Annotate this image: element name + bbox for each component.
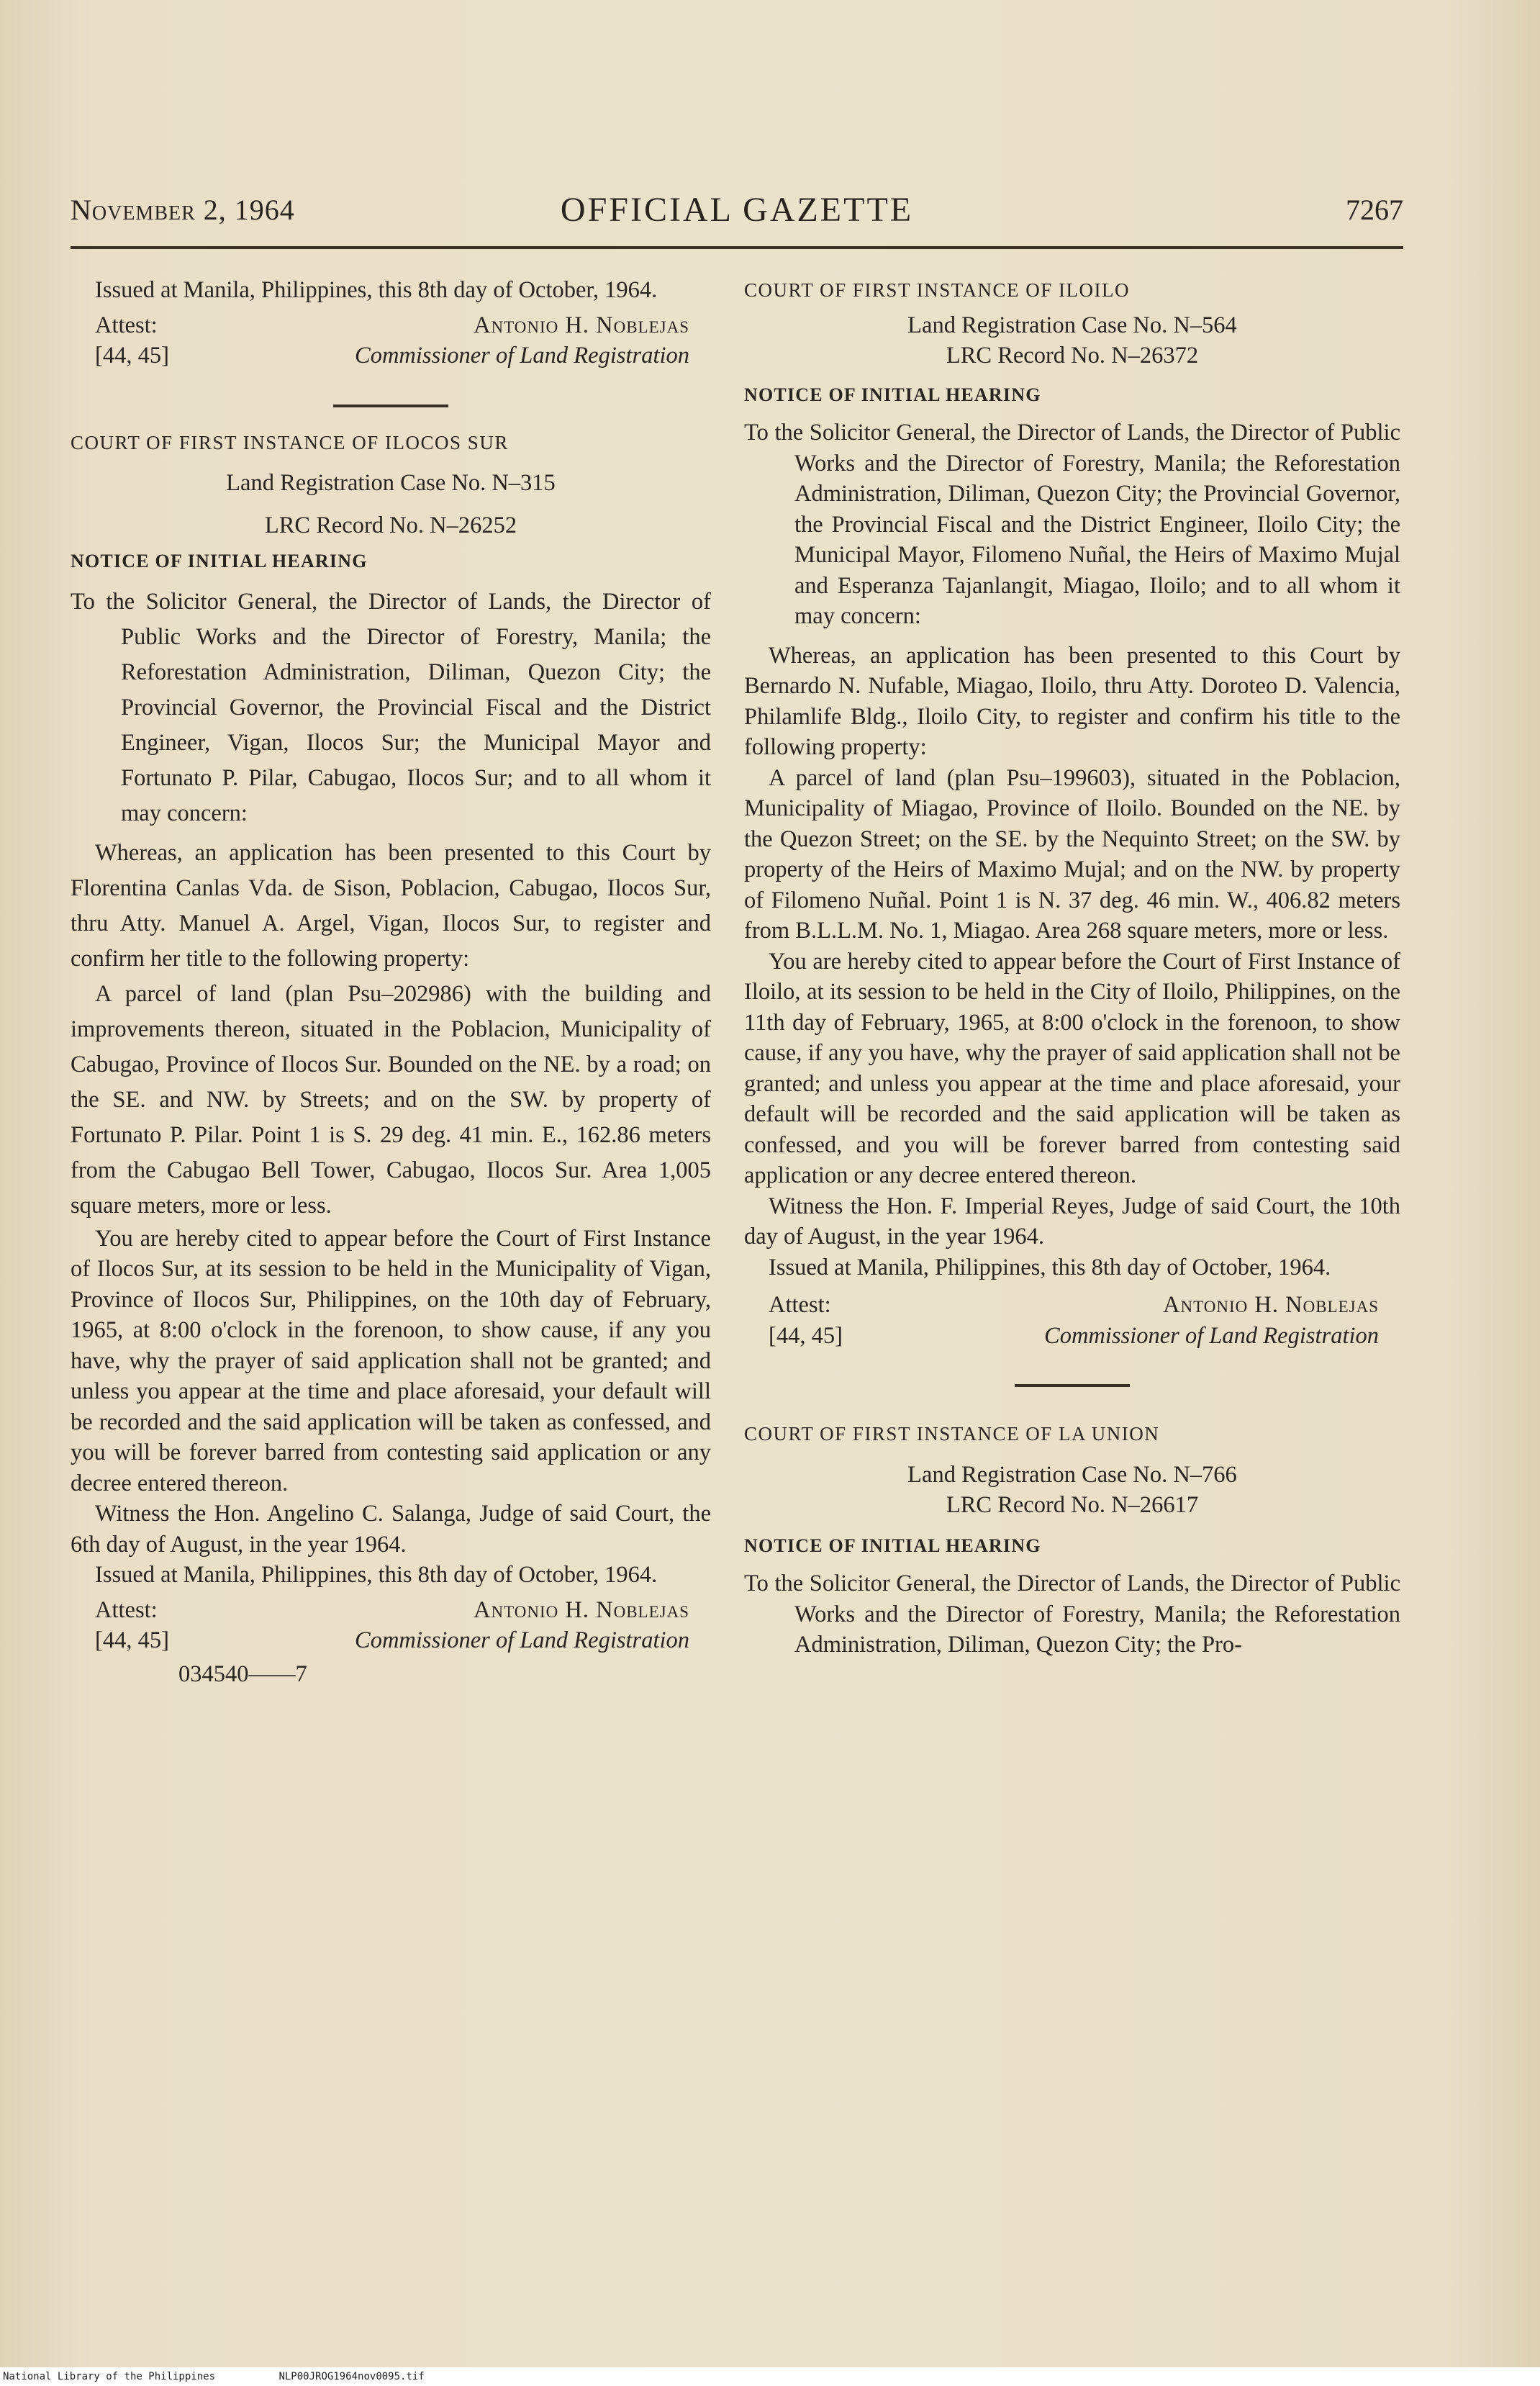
case-number: Land Registration Case No. N–766 <box>907 1461 1237 1488</box>
running-head <box>71 193 1403 236</box>
record-number: LRC Record No. N–26372 <box>946 343 1199 369</box>
notice-title: NOTICE OF INITIAL HEARING <box>71 551 368 571</box>
record-number: LRC Record No. N–26252 <box>264 512 517 538</box>
citation-paragraph: You are hereby cited to appear before the Court of First Instance of Ilocos Sur, at its session to be held in the Municipality of Vigan, Province of Ilocos Sur, Philippines, on the 10th day of February, 1965, at 8:00 o'clock in the forenoon, to show cause, if any you have, why the prayer of said application shall not be granted; and unless you appear at the time and place aforesaid, your default will be recorded and the said application will be taken as confessed, and you will be forever barred from contesting said application or any decree entered thereon. <box>71 1225 711 1496</box>
attest-refs: [44, 45] <box>95 343 169 369</box>
notice2-attest <box>744 1290 1400 1351</box>
section-divider <box>1015 1384 1130 1387</box>
addressees: To the Solicitor General, the Director of Lands, the Director of Public Works and the Director of Forestry, Manila; the Reforestation Administration, Diliman, Quezon City; the Provincial Governor, the Provincial Fiscal and the District Engineer, Vigan, Ilocos Sur; the Municipal Mayor and Fortunato P. Pilar, Cabugao, Ilocos Sur; and to all whom it may concern: <box>71 588 711 826</box>
witness-paragraph: Witness the Hon. F. Imperial Reyes, Judge of said Court, the 10th day of August, in the year 1964. <box>744 1193 1400 1250</box>
top-attest <box>71 310 711 371</box>
parcel-paragraph: A parcel of land (plan Psu–199603), situated in the Poblacion, Municipality of Miagao, Province of Iloilo. Bounded on the NE. by the Quezon Street; on the SE. by the Nequinto Street; on the SW. by property of the Heirs of Maximo Mujal; and on the NW. by property of Filomeno Nuñal. Point 1 is N. 37 deg. 46 min. W., 406.82 meters from B.L.L.M. No. 1, Miagao. Area 268 square meters, more or less. <box>744 764 1400 944</box>
print-code: 034540——7 <box>178 1660 307 1687</box>
record-number: LRC Record No. N–26617 <box>946 1492 1199 1518</box>
notice-title: NOTICE OF INITIAL HEARING <box>744 1535 1041 1556</box>
citation-paragraph: You are hereby cited to appear before the Court of First Instance of Iloilo, at its session to be held in the City of Iloilo, Philippines, on the 11th day of February, 1965, at 8:00 o'clock in the forenoon, to show cause, if any you have, why the prayer of said application shall not be granted; and unless you appear at the time and place aforesaid, your default will be recorded and the said application will be taken as confessed, and you will be forever barred from contesting said application or any decree entered thereon. <box>744 948 1400 1188</box>
witness-paragraph: Witness the Hon. Angelino C. Salanga, Judge of said Court, the 6th day of August, in the year 1964. <box>71 1501 711 1558</box>
left-column <box>71 275 711 1689</box>
header-rule <box>71 246 1403 249</box>
notice1-attest <box>71 1595 711 1656</box>
right-column <box>744 275 1400 1660</box>
case-number: Land Registration Case No. N–564 <box>907 312 1237 338</box>
court-heading: COURT OF FIRST INSTANCE OF ILOILO <box>744 279 1131 301</box>
scan-filename: NLP00JROG1964nov0095.tif <box>278 2371 425 2382</box>
section-divider <box>333 405 448 407</box>
issued-paragraph: Issued at Manila, Philippines, this 8th day of October, 1964. <box>95 1562 658 1588</box>
court-heading: COURT OF FIRST INSTANCE OF ILOCOS SUR <box>71 431 509 453</box>
notice-title: NOTICE OF INITIAL HEARING <box>744 384 1041 405</box>
case-number: Land Registration Case No. N–315 <box>226 470 556 496</box>
attest-title: Commissioner of Land Registration <box>1044 1322 1379 1349</box>
attest-name: Antonio H. Noblejas <box>474 1596 689 1623</box>
whereas-paragraph: Whereas, an application has been presented to this Court by Bernardo N. Nufable, Miagao, Iloilo, thru Atty. Doroteo D. Valencia, Philamlife Bldg., Iloilo City, to register and confirm his title to the following property: <box>744 642 1400 760</box>
attest-label: Attest: <box>95 1596 158 1623</box>
scan-footer <box>0 2367 1540 2386</box>
attest-refs: [44, 45] <box>769 1322 843 1349</box>
addressees: To the Solicitor General, the Director of Lands, the Director of Public Works and the Director of Forestry, Manila; the Reforestation Administration, Diliman, Quezon City; the Provincial Governor, the Provincial Fiscal and the District Engineer, Iloilo City; the Municipal Mayor, Filomeno Nuñal, the Heirs of Maximo Mujal and Esperanza Tajanlangit, Miagao, Iloilo; and to all whom it may concern: <box>744 420 1400 629</box>
issue-date: November 2, 1964 <box>71 194 295 226</box>
parcel-paragraph: A parcel of land (plan Psu–202986) with the building and improvements thereon, situated in the Poblacion, Municipality of Cabugao, Province of Ilocos Sur. Bounded on the NE. by a road; on the SE. and NW. by Streets; and on the SW. by property of Fortunato P. Pilar. Point 1 is S. 29 deg. 41 min. E., 162.86 meters from the Cabugao Bell Tower, Cabugao, Ilocos Sur. Area 1,005 square meters, more or less. <box>71 980 711 1219</box>
page-number: 7267 <box>1346 194 1403 226</box>
addressees: To the Solicitor General, the Director of Lands, the Director of Public Works and the Director of Forestry, Manila; the Reforestation Administration, Diliman, Quezon City; the Pro- <box>744 1571 1400 1658</box>
publication-title: OFFICIAL GAZETTE <box>560 191 914 229</box>
library-credit: National Library of the Philippines <box>3 2371 216 2382</box>
court-heading: COURT OF FIRST INSTANCE OF LA UNION <box>744 1423 1160 1445</box>
attest-label: Attest: <box>769 1292 831 1318</box>
attest-refs: [44, 45] <box>95 1627 169 1653</box>
attest-label: Attest: <box>95 312 158 338</box>
attest-title: Commissioner of Land Registration <box>355 343 689 369</box>
whereas-paragraph: Whereas, an application has been presented to this Court by Florentina Canlas Vda. de Sison, Poblacion, Cabugao, Ilocos Sur, thru Atty. Manuel A. Argel, Vigan, Ilocos Sur, to register and confirm her title to the following property: <box>71 839 711 972</box>
attest-title: Commissioner of Land Registration <box>355 1627 689 1653</box>
issued-paragraph: Issued at Manila, Philippines, this 8th day of October, 1964. <box>769 1254 1331 1280</box>
attest-name: Antonio H. Noblejas <box>1163 1292 1379 1318</box>
top-issued: Issued at Manila, Philippines, this 8th day of October, 1964. <box>95 277 658 303</box>
attest-name: Antonio H. Noblejas <box>474 312 689 338</box>
